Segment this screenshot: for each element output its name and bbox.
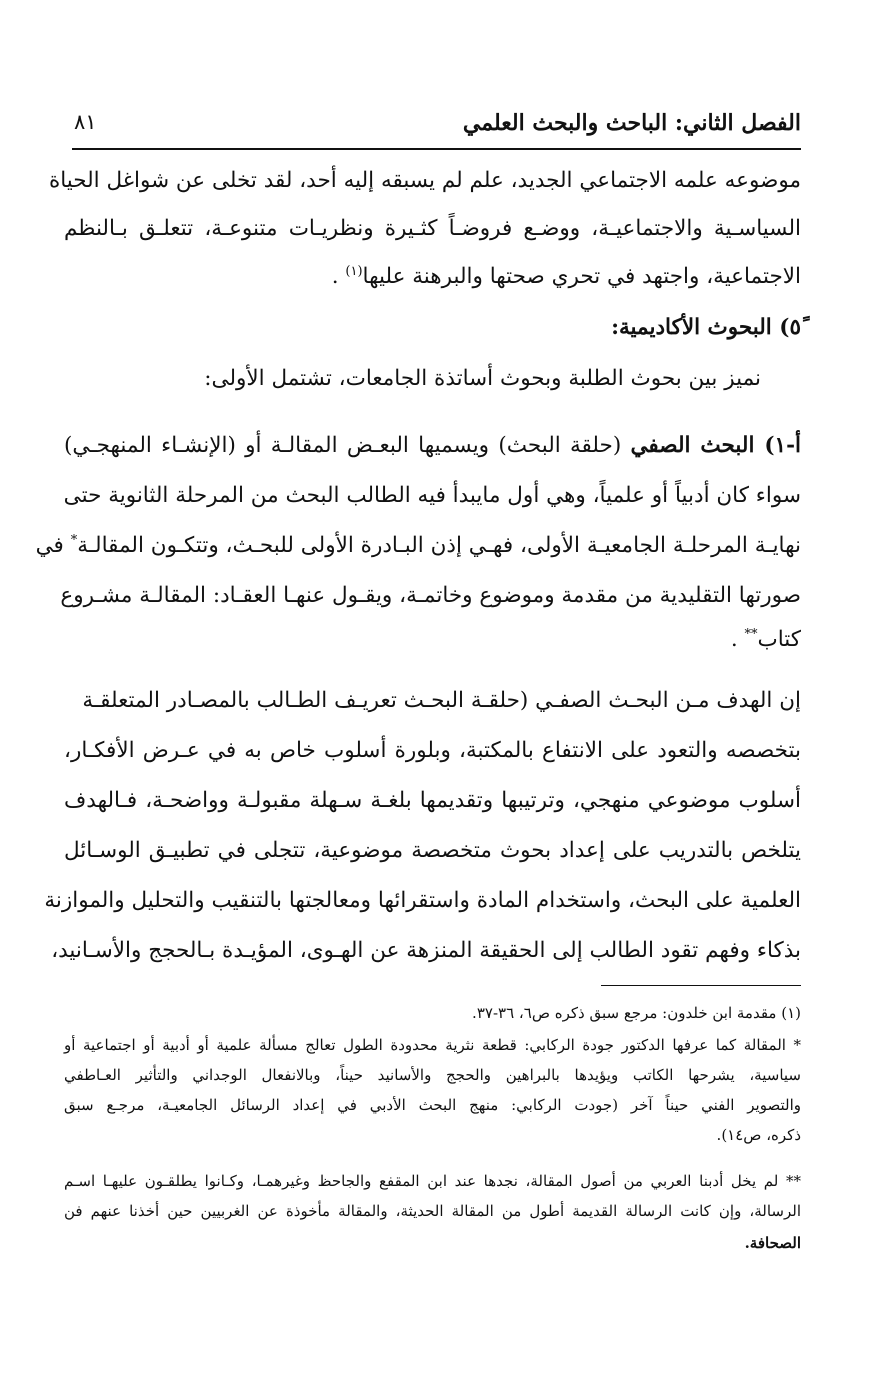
footnote-reference: (١) xyxy=(345,263,363,279)
item-heading: أ-١) البحث الصفي xyxy=(630,433,801,458)
paragraph-line: موضوعه علمه الاجتماعي الجديد، علم لم يسبقه إليه أحد، لقد تخلى عن شواغل الحياة xyxy=(48,168,801,193)
footnote-double-star: ** xyxy=(744,626,758,642)
punctuation: . xyxy=(331,264,346,289)
intro-paragraph: نميز بين بحوث الطلبة وبحوث أساتذة الجامعات، تشتمل الأولى: xyxy=(204,366,761,391)
paragraph-text: (حلقة البحث) ويسميها البعـض المقالـة أو (الإنشـاء المنهجـي) xyxy=(64,433,631,458)
paragraph-line: سواء كان أدبياً أو علمياً، وهي أول مايبدأ فيه الطالب البحث من المرحلة الثانوية حتى xyxy=(63,483,801,508)
paragraph-line: صورتها التقليدية من مقدمة وموضوع وخاتمـة، ويقـول عنهـا العقـاد: المقالـة مشـروع xyxy=(60,583,801,608)
paragraph-text: نهايـة المرحلـة الجامعيـة الأولى، فهـي إذن البـادرة الأولى للبحـث، وتتكـون المقالـة xyxy=(77,533,801,558)
footnote-star-line: والتصوير الفني حيناً آخر (جودت الركابي: منهج البحث الأدبي في إعداد الرسائل الجامعيـة، مرجـع سبق xyxy=(64,1096,801,1114)
footnote-1: (١) مقدمة ابن خلدون: مرجع سبق ذكره ص٦، ٣٦-٣٧. xyxy=(472,1004,801,1022)
footnote-separator xyxy=(601,985,801,986)
footnote-double-star-line: ** لم يخل أدبنا العربي من أصول المقالة، نجدها عند ابن المقفع والجاحظ وغيرهمـا، وكـانوا يطلقـون عليهـا اسـم xyxy=(64,1172,801,1190)
chapter-title: الفصل الثاني: الباحث والبحث العلمي xyxy=(462,110,801,136)
paragraph-line: يتلخص بالتدريب على إعداد بحوث متخصصة موضوعية، تتجلى في تطبيـق الوسـائل xyxy=(64,838,801,863)
paragraph-line: إن الهدف مـن البحـث الصفـي (حلقـة البحـث تعريـف الطـالب بالمصـادر المتعلقـة xyxy=(82,688,801,713)
paragraph-line: أسلوب موضوعي منهجي، وترتيبها وتقديمها بلغـة سـهلة مقبولـة وواضحـة، فـالهدف xyxy=(64,788,801,813)
footnote-star: * xyxy=(70,532,78,548)
paragraph-line xyxy=(35,531,801,561)
page-header xyxy=(72,104,801,150)
paragraph-line: العلمية على البحث، واستخدام المادة واستقرائها ومعالجتها بالتنقيب والتحليل والموازنة xyxy=(44,888,801,913)
footnote-star-line: * المقالة كما عرفها الدكتور جودة الركابي: قطعة نثرية محدودة الطول تعالج مسألة علمية أو أدبية أو اجتماعية أو xyxy=(64,1036,801,1054)
section-heading: ٥ً) البحوث الأكاديمية: xyxy=(611,315,801,340)
paragraph-line xyxy=(64,431,801,461)
paragraph-line: بتخصصه والتعود على الانتفاع بالمكتبة، وبلورة أسلوب خاص به في عـرض الأفكـار، xyxy=(64,738,801,763)
punctuation: . xyxy=(730,627,745,652)
footnote-star-line: سياسية، يشرحها الكاتب ويؤيدها بالبراهين والحجج والأسانيد حيناً، وبالانفعال الوجداني والتأثير العـاطفي xyxy=(64,1066,801,1084)
paragraph-text: كتاب xyxy=(757,627,801,652)
paragraph-text: في xyxy=(35,533,71,558)
footnote-star-line: ذكره، ص١٤). xyxy=(716,1126,801,1144)
paragraph-line xyxy=(64,625,801,655)
footnote-double-star-line: الصحافة. xyxy=(744,1234,801,1252)
paragraph-line: السياسـية والاجتماعيـة، ووضـع فروضـاً كثـيرة ونظريـات متنوعـة، تتعلـق بـالنظم xyxy=(64,216,801,241)
footnote-double-star-line: الرسالة، وإن كانت الرسالة القديمة أطول من المقالة الحديثة، والمقالة مأخوذة عن الغربيين حين أخذنا عنهم فن xyxy=(64,1202,801,1220)
paragraph-text: الاجتماعية، واجتهد في تحري صحتها والبرهنة عليها xyxy=(362,264,801,289)
paragraph-line xyxy=(64,262,801,292)
page-number: ٨١ xyxy=(74,110,97,134)
paragraph-line: بذكاء وفهم تقود الطالب إلى الحقيقة المنزهة عن الهـوى، المؤيـدة بـالحجج والأسـانيد، xyxy=(51,938,801,963)
